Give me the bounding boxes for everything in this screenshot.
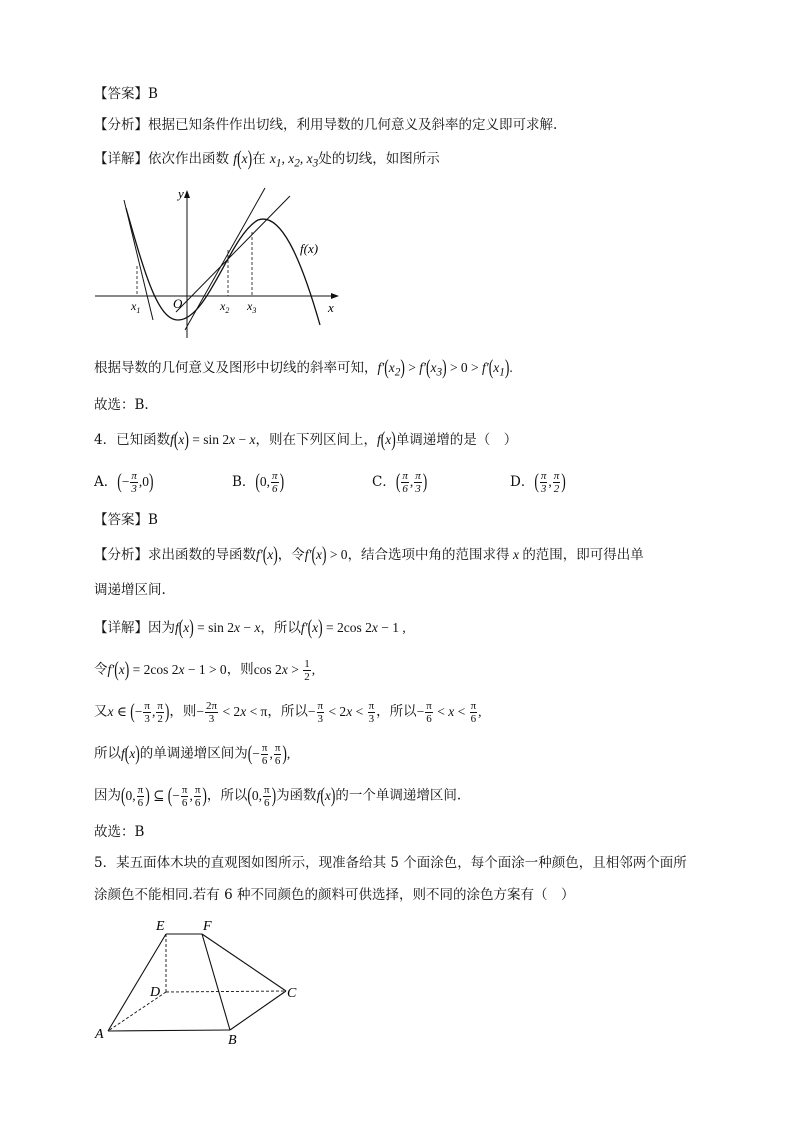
option-letter: A． <box>94 474 118 490</box>
option-letter: C． <box>372 474 396 490</box>
vertex-f: F <box>203 919 212 934</box>
answer-value: B <box>148 512 158 528</box>
detail-text: 又 <box>94 703 108 720</box>
q3-detail-line <box>94 146 440 174</box>
detail-text: 处的切线，如图所示 <box>318 151 440 167</box>
detail-text: 的一个单调递增区间. <box>335 787 462 804</box>
analysis-label: 【分析】 <box>94 117 148 133</box>
detail-text: 依次作出函数 <box>148 151 229 167</box>
conclusion-text: 根据导数的几何意义及图形中切线的斜率可知， <box>94 360 378 376</box>
answer-value: B <box>148 86 158 102</box>
q4-detail-5: 因为(0, $\frac{\pi}{6}$ ) ⊆ (− $\frac{\pi}{6}$ , $\frac{\pi}{6}$ )，所以(0, $\frac{\pi}{6}$ )为函数f(x)的一个单调递增区间. <box>94 783 462 809</box>
option-letter: D． <box>510 474 535 490</box>
math-fprime-pos: f′(x) > 0 <box>304 542 348 566</box>
fx-curve-label: f(x) <box>300 241 319 256</box>
detail-text: 令 <box>94 661 108 678</box>
detail-text: 因为 <box>148 620 175 636</box>
answer-label: 【答案】 <box>94 512 148 528</box>
detail-text: ，则 <box>169 703 197 720</box>
q4-option-a: A．(− $\frac{\pi}{3}$ ,0) <box>94 469 154 496</box>
detail-text: 因为 <box>94 787 121 804</box>
detail-text: ，则 <box>226 661 254 678</box>
detail-text: ，所以 <box>260 620 301 636</box>
detail-label: 【详解】 <box>94 151 148 167</box>
math-x: x <box>509 547 523 562</box>
detail-text: 的单调递增区间为 <box>139 745 248 762</box>
x3-label: $x_3$ <box>247 299 257 315</box>
x-axis-label: x <box>328 300 334 315</box>
vertex-b: B <box>228 1033 237 1048</box>
analysis-text: 的范围，即可得出单 <box>522 547 644 563</box>
q4-analysis-line <box>94 542 644 566</box>
q4-answer-line <box>94 510 158 530</box>
math-fx: f(x) <box>376 427 396 451</box>
vertex-a: A <box>95 1027 104 1042</box>
y-axis-label: y <box>178 186 184 201</box>
x1-label: $x_1$ <box>131 299 141 315</box>
q5-stem-1: 5．某五面体木块的直观图如图所示，现准备给其 5 个面涂色，每个面涂一种颜色，且相邻两个面所 <box>94 855 687 871</box>
q4-option-c: C．( $\frac{\pi}{6}$ , $\frac{\pi}{3}$ ) <box>372 469 428 496</box>
q4-detail-3: 又x ∈ (− $\frac{\pi}{3}$ , $\frac{\pi}{2}$ )，则− $\frac{2\pi}{3}$ < 2x < π，所以− $\frac{\pi}{3}$ < 2x < $\frac{\pi}{3}$ ，所以− $\frac{\pi}{6}$ < x < $\frac{\pi}{6}$ , <box>94 699 482 725</box>
analysis-text: ，令 <box>277 547 305 563</box>
answer-label: 【答案】 <box>94 86 148 102</box>
vertex-c: C <box>287 986 297 1001</box>
q4-analysis-cont: 调递增区间. <box>94 582 166 598</box>
stem-text: ，则在下列区间上， <box>255 432 377 448</box>
analysis-text: 根据已知条件作出切线，利用导数的几何意义及斜率的定义即可求解. <box>148 117 558 133</box>
q3-choose: 故选：B. <box>94 397 149 413</box>
pentahedron-diagram <box>90 912 310 1052</box>
q4-stem <box>94 427 518 451</box>
q3-analysis-line <box>94 115 557 135</box>
x2-label: $x_2$ <box>220 299 230 315</box>
q4-option-b: B．(0, $\frac{\pi}{6}$ ) <box>232 469 285 496</box>
q4-choose: 故选：B <box>94 824 145 840</box>
detail-text: ，所以 <box>376 703 417 720</box>
detail-text: ，所以 <box>267 703 308 720</box>
math-x123: $x_1$, $x_2$, $x_3$ <box>269 151 319 170</box>
detail-label: 【详解】 <box>94 620 148 636</box>
q4-detail-2: 令f′(x) = 2cos 2x − 1 > 0，则cos 2x > $\frac{1}{2}$ , <box>94 657 316 683</box>
q4-detail-1: 【详解】因为f(x) = sin 2x − x，所以f′(x) = 2cos 2x − 1 , <box>94 615 406 639</box>
origin-label: O <box>173 296 183 311</box>
tangent-graph <box>90 180 350 345</box>
math-fx: f(x) <box>233 146 253 170</box>
analysis-text: 求出函数的导函数 <box>148 547 256 563</box>
math-fprime: f′(x) <box>256 542 278 566</box>
stem-text: 4．已知函数 <box>94 432 171 448</box>
math-inequality: $f'(x_2) > f'(x_3) > 0 > f'(x_1)$. <box>377 355 513 379</box>
analysis-label: 【分析】 <box>94 547 148 563</box>
stem-text: 单调递增的是（ ） <box>395 432 518 448</box>
q3-conclusion <box>94 355 513 383</box>
vertex-d: D <box>150 985 161 1000</box>
option-letter: B． <box>232 474 256 490</box>
detail-text: 在 <box>252 151 266 167</box>
q5-stem-2: 涂颜色不能相同.若有 6 种不同颜色的颜料可供选择，则不同的涂色方案有（ ） <box>94 887 575 903</box>
q4-option-d: D．( $\frac{\pi}{3}$ , $\frac{\pi}{2}$ ) <box>510 469 566 496</box>
q4-detail-4: 所以f(x)的单调递增区间为(− $\frac{\pi}{6}$ , $\frac{\pi}{6}$ ), <box>94 741 291 767</box>
math-fx-def: f(x) = sin 2x − x <box>170 427 256 451</box>
detail-text: 所以 <box>94 745 121 762</box>
detail-text: ，所以 <box>206 787 248 804</box>
analysis-text: ，结合选项中角的范围求得 <box>347 547 510 563</box>
q3-answer-line <box>94 84 158 104</box>
vertex-e: E <box>156 919 165 934</box>
detail-text: 为函数 <box>276 787 317 804</box>
